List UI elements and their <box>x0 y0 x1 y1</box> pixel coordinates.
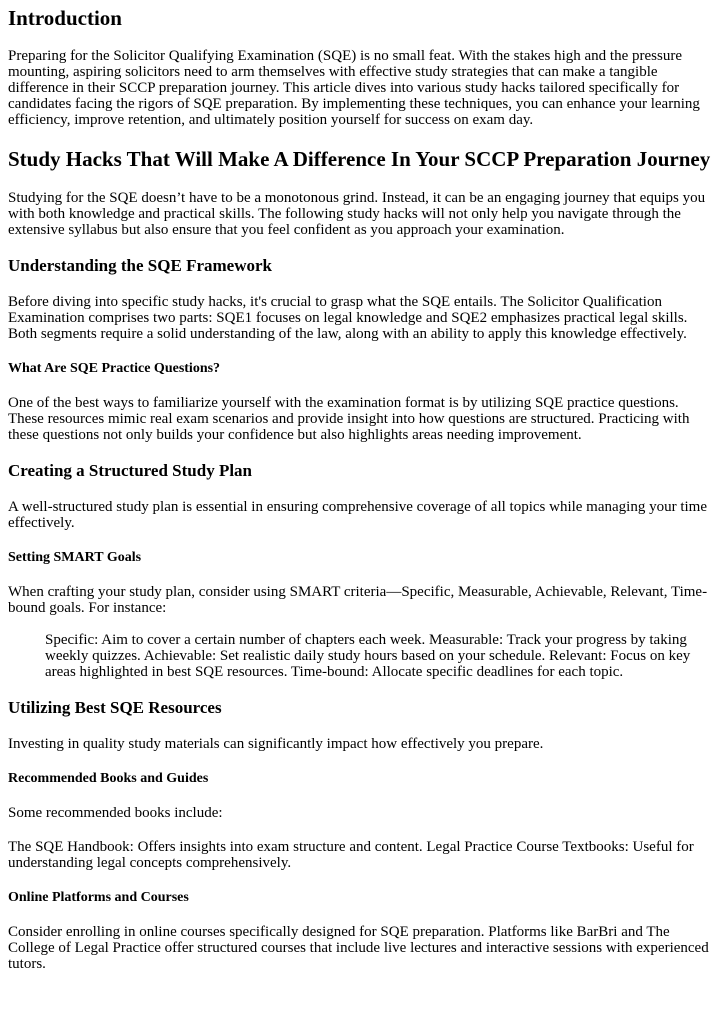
practice-questions-paragraph: One of the best ways to familiarize yourself with the examination format is by utilizing SQE practice questions. These resources mimic real exam scenarios and provide insight into how questions are structured. Practicing with these questions not only builds your confidence but also highlights areas needing improvement. <box>8 395 690 443</box>
online-paragraph: Consider enrolling in online courses specifically designed for SQE preparation. Platforms like BarBri and The College of Legal Practice offer structured courses that include live lectures and interactive sessions with experienced tutors. <box>8 924 709 972</box>
smart-goals-quote: Specific: Aim to cover a certain number of chapters each week. Measurable: Track your progress by taking weekly quizzes. Achievable: Set realistic daily study hours based on your schedule. Relevant: Focus on key areas highlighted in best SQE resources. Time-bound: Allocate specific deadlines for each topic. <box>45 632 691 680</box>
study-plan-paragraph: A well-structured study plan is essential in ensuring comprehensive coverage of all topics while managing your time effectively. <box>8 499 707 531</box>
introduction-heading: Introduction <box>8 6 122 30</box>
books-paragraph: Some recommended books include: <box>8 805 223 821</box>
practice-questions-heading: What Are SQE Practice Questions? <box>8 361 221 376</box>
study-hacks-heading: Study Hacks That Will Make A Difference In Your SCCP Preparation Journey <box>8 147 711 171</box>
framework-paragraph: Before diving into specific study hacks, it's crucial to grasp what the SQE entails. The Solicitor Qualification Examination comprises two parts: SQE1 focuses on legal knowledge and SQE2 emphasizes practical legal skills. Both segments require a solid understanding of the law, along with an ability to apply this knowledge effectively. <box>8 294 688 342</box>
books-paragraph-2: The SQE Handbook: Offers insights into exam structure and content. Legal Practice Course Textbooks: Useful for understanding legal concepts comprehensively. <box>8 839 694 871</box>
smart-goals-paragraph: When crafting your study plan, consider using SMART criteria—Specific, Measurable, Achievable, Relevant, Time-bound goals. For instance: <box>8 584 708 616</box>
smart-goals-heading: Setting SMART Goals <box>8 550 142 565</box>
framework-heading: Understanding the SQE Framework <box>8 256 272 275</box>
resources-paragraph: Investing in quality study materials can significantly impact how effectively you prepare. <box>8 736 544 752</box>
online-heading: Online Platforms and Courses <box>8 890 189 905</box>
study-hacks-paragraph: Studying for the SQE doesn’t have to be a monotonous grind. Instead, it can be an engaging journey that equips you with both knowledge and practical skills. The following study hacks will not only help you navigate through the extensive syllabus but also ensure that you feel confident as you approach your examination. <box>8 190 706 238</box>
introduction-paragraph: Preparing for the Solicitor Qualifying Examination (SQE) is no small feat. With the stakes high and the pressure mounting, aspiring solicitors need to arm themselves with effective study strategies that can make a tangible difference in their SCCP preparation journey. This article dives into various study hacks tailored specifically for candidates facing the rigors of SQE preparation. By implementing these techniques, you can enhance your learning efficiency, improve retention, and ultimately position yourself for success on exam day. <box>8 48 700 128</box>
study-plan-heading: Creating a Structured Study Plan <box>8 461 253 480</box>
books-heading: Recommended Books and Guides <box>8 771 209 786</box>
resources-heading: Utilizing Best SQE Resources <box>8 698 222 717</box>
